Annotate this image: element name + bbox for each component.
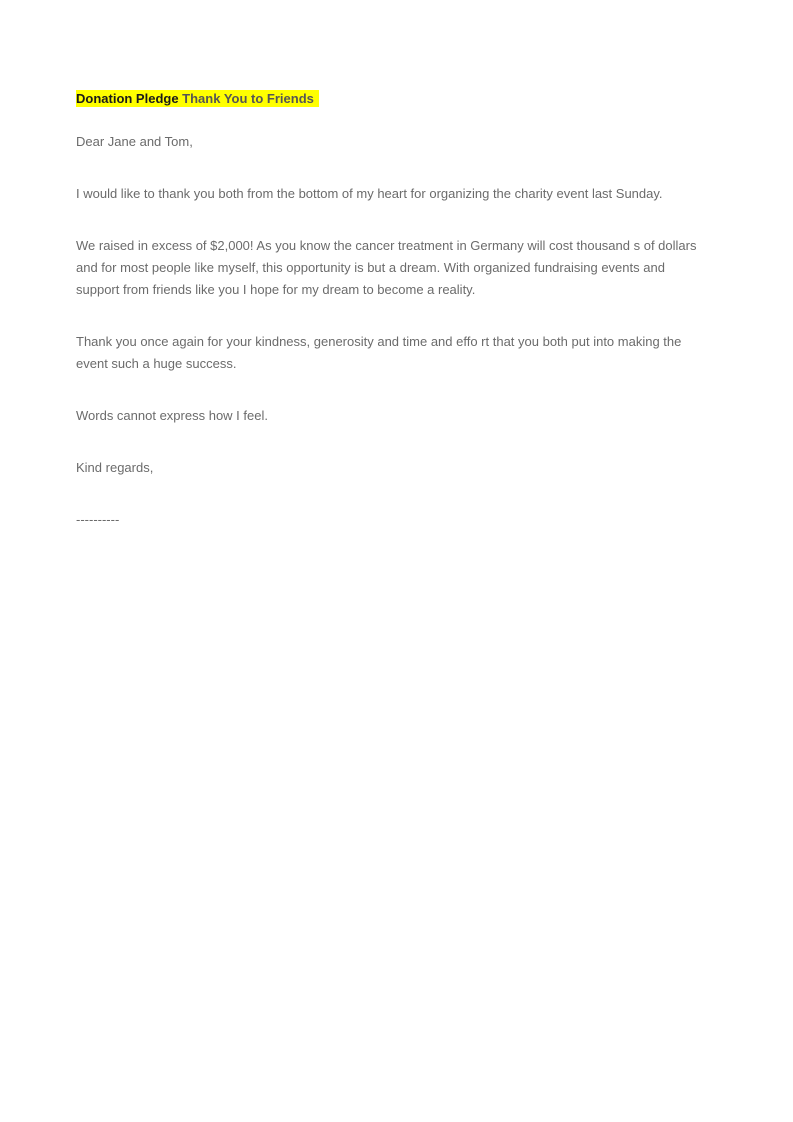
title-part-thank-you: Thank You to Friends (178, 91, 314, 106)
signature-line: ---------- (76, 512, 120, 527)
paragraph-3-line-1: Thank you once again for your kindness, generosity and time and effo rt that you both put into making the (76, 334, 682, 349)
paragraph-2-line-1: We raised in excess of $2,000! As you know the cancer treatment in Germany will cost thousand s of dollars (76, 238, 697, 253)
paragraph-2-line-2: and for most people like myself, this opportunity is but a dream. With organized fundraising events and (76, 260, 665, 275)
paragraph-3-line-2: event such a huge success. (76, 356, 237, 371)
title-part-donation-pledge: Donation Pledge (76, 91, 179, 106)
salutation: Dear Jane and Tom, (76, 134, 193, 149)
paragraph-1: I would like to thank you both from the bottom of my heart for organizing the charity event last Sunday. (76, 186, 663, 201)
document-title (76, 90, 319, 107)
paragraph-2-line-3: support from friends like you I hope for my dream to become a reality. (76, 282, 476, 297)
closing: Kind regards, (76, 460, 154, 475)
paragraph-4: Words cannot express how I feel. (76, 408, 268, 423)
